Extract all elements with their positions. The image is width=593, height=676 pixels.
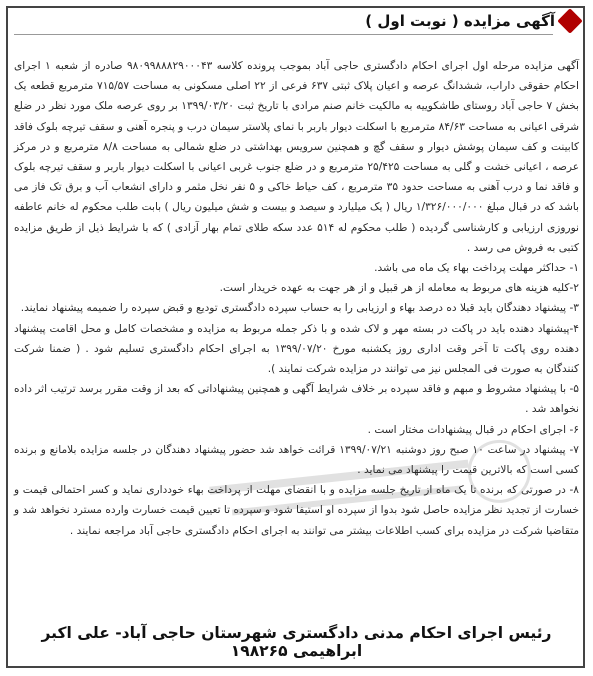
notice-body (14, 56, 579, 541)
condition-item: ۵- با پیشنهاد مشروط و مبهم و فاقد سپرده بر خلاف شرایط آگهی و همچنین پیشنهاداتی که بعد از وقت مقرر برسد ترتیب اثر داده نخواهد شد . (14, 383, 579, 416)
condition-item: ۱- حداکثر مهلت پرداخت بهاء یک ماه می باشد. (374, 262, 579, 275)
notice-header (365, 12, 579, 30)
header-divider (14, 34, 553, 35)
notice-intro: آگهی مزایده مرحله اول اجرای احکام دادگستری حاجی آباد بموجب پرونده کلاسه ۹۸۰۹۹۸۸۸۲۹۰۰۰۴۳ صادره از شعبه ۱ اجرای احکام حقوقی داراب، ششدانگ عرصه و اعیان پلاک ثبتی ۶۳۷ فرعی از ۲۲ اصلی مسکونی به مساحت ۷۱۵/۵۷ مترمربع قطعه یک بخش ۷ حاجی آباد روستای طاشکوییه به مالکیت خانم صنم مرادی با تاریخ ثبت ۱۳۹۹/۰۳/۲۰ بر روی عرصه ملک مورد نظر در ضلع شرقی اعیانی به مساحت ۸۴/۶۳ مترمربع با اسکلت دیوار باربر با نمای پلاستر سیمان درب و پنجره آهنی و سقف تیرچه بلوک فاقد کابینت و کف سیمان پوشش دیوار و سقف گچ و همچنین سرویس بهداشتی در ضلع شمالی به مساحت ۸/۸ مترمربع و در مرکز عرصه ، اعیانی خشت و گلی به مساحت ۲۵/۴۲۵ مترمربع و در ضلع جنوب غربی اعیانی با اسکلت دیوار باربر و سقف تیرچه بلوک و فاقد نما و درب آهنی به مساحت حدود ۳۵ مترمربع ، کف حیاط خاکی و ۵ نفر نخل مثمر و دارای انشعاب آب و برق تک فاز می باشد که در قبال مبلغ ۱/۳۲۶/۰۰۰/۰۰۰ ریال ( یک میلیارد و سیصد و بیست و شش میلیون ریال ) بابت طلب محکوم له خانم عاطفه نوروزی ارزیابی و کارشناسی گردیده ( طلب محکوم له ۵۱۴ عدد سکه طلای تمام بهار آزادی ) که با شرایط ذیل از طریق مزایده کتبی به فروش می رسد . (14, 60, 580, 254)
condition-item: ۸- در صورتی که برنده تا یک ماه از تاریخ جلسه مزایده و با انقضای مهلت از پرداخت بهاء خودداری نماید و کسر احتمالی قیمت و خسارت از تجدید نظر مزایده حاصل شود بدوا از سپرده او استیفا شود و سپرده تا تعیین قیمت خسارت وارده مسترد نخواهد شد و متقاضیا شرکت در مزایده برای کسب اطلاعات بیشتر می توانند به اجرای احکام دادگستری حاجی آباد مراجعه نمایند . (14, 484, 579, 537)
condition-item: ۷- پیشنهاد در ساعت ۱۰ صبح روز دوشنبه ۱۳۹۹/۰۷/۲۱ قرائت خواهد شد حضور پیشنهاد دهندگان در جلسه مزایده بلامانع و برنده کسی است که بالاترین قیمت را پیشنهاد می نماید . (14, 443, 579, 477)
condition-item: ۴-پیشنهاد دهنده باید در پاکت در بسته مهر و لاک شده و با ذکر جمله مربوط به مزایده و مشخصات کامل و محل اقامت پیشنهاد دهنده روی پاکت تا آخر وقت اداری روز یکشنبه مورخ ۱۳۹۹/۰۷/۲۰ به اجرای احکام دادگستری تسلیم شود . ( ضمنا شرکت کنندگان به صورت فی المجلس نیز می توانند در مزایده شرکت نمایند ). (14, 322, 579, 376)
signature-line: رئیس اجرای احکام مدنی دادگستری شهرستان حاجی آباد- علی اکبر ابراهیمی ۱۹۸۲۶۵ (41, 624, 552, 660)
condition-item: ۳- پیشنهاد دهندگان باید قبلا ده درصد بهاء و ارزیابی را به حساب سپرده دادگستری تودیع و قبض سپرده را ضمیمه پیشنهاد نمایند. (20, 302, 579, 315)
diamond-icon (557, 8, 582, 33)
notice-title: آگهی مزایده ( نوبت اول ) (365, 12, 555, 30)
condition-item: ۲-کلیه هزینه های مربوط به معامله از هر قبیل و از هر جهت به عهده خریدار است. (219, 282, 579, 295)
condition-item: ۶- اجرای احکام در قبال پیشنهادات مختار است . (367, 423, 579, 436)
